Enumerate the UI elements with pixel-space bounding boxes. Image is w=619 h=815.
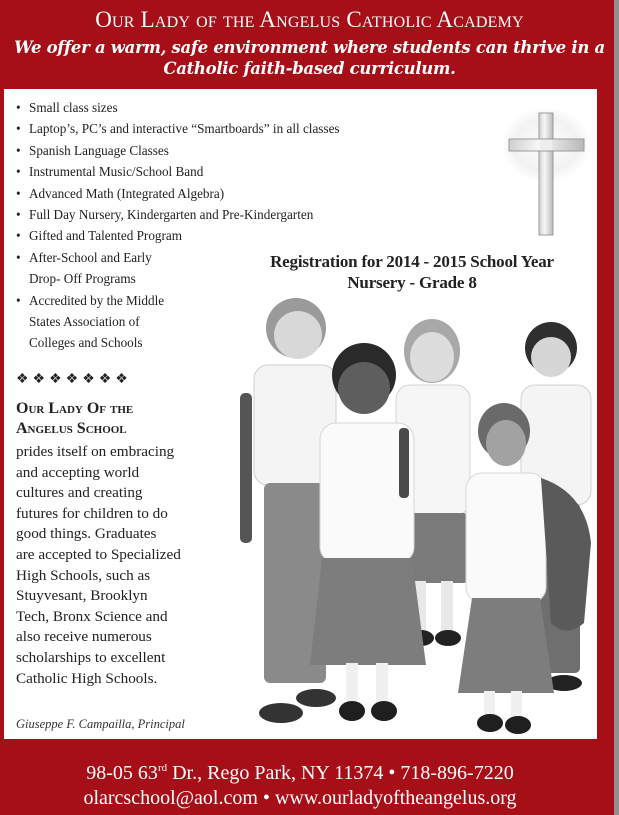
street-suffix: rd	[157, 762, 168, 774]
bullet-icon: •	[16, 100, 21, 115]
feature-text: Advanced Math (Integrated Algebra)	[29, 185, 225, 201]
description-line: also receive numerous	[16, 628, 152, 646]
contact-line	[0, 786, 600, 810]
email-link[interactable]: olarcschool@aol.com	[83, 787, 258, 809]
feature-text: States Association of	[29, 314, 140, 330]
feature-text: Small class sizes	[29, 100, 118, 115]
school-name-line: Angelus School	[16, 420, 127, 437]
description-line: scholarships to excellent	[16, 648, 166, 666]
bullet-icon: •	[16, 292, 21, 308]
feature-text: Drop- Off Programs	[29, 271, 136, 287]
feature-text: Full Day Nursery, Kindergarten and Pre-Kindergarten	[29, 207, 314, 223]
registration-year: Registration for 2014 - 2015 School Year	[270, 252, 554, 271]
description-line: Catholic High Schools.	[16, 669, 158, 687]
principal-signature: Giuseppe F. Campailla, Principal	[16, 717, 185, 731]
frame-right-red	[600, 0, 614, 815]
students-photo	[236, 293, 598, 739]
address-rest: Dr., Rego Park, NY 11374 • 718-896-7220	[167, 762, 514, 784]
feature-item	[16, 140, 340, 161]
cross-icon	[504, 93, 599, 243]
description-line: prides itself on embracing	[16, 443, 175, 460]
bullet-icon: •	[16, 207, 21, 223]
bullet-icon: •	[16, 164, 21, 180]
content-panel	[4, 89, 597, 739]
registration-grades: Nursery - Grade 8	[347, 273, 477, 292]
school-description	[16, 442, 241, 689]
academy-title: Our Lady of the Angelus Catholic Academy	[95, 7, 524, 32]
feature-item	[16, 183, 340, 204]
feature-text: Accredited by the Middle	[29, 292, 165, 308]
address-phone	[0, 756, 600, 785]
bullet-icon: •	[16, 121, 21, 137]
feature-text: After-School and Early	[29, 249, 152, 265]
school-name	[16, 399, 236, 439]
feature-text: Spanish Language Classes	[29, 142, 169, 158]
tagline: We offer a warm, safe environment where students can thrive in a Catholic faith-based curriculum.	[14, 38, 605, 78]
description-line: cultures and creating	[16, 484, 143, 502]
feature-text: Gifted and Talented Program	[29, 228, 183, 244]
frame-right-gray	[614, 0, 619, 815]
school-name-line: Our Lady Of the	[16, 400, 134, 417]
description-line: Stuyvesant, Brooklyn	[16, 587, 148, 605]
feature-item	[16, 161, 340, 182]
bullet-icon: •	[16, 142, 21, 158]
description-line: High Schools, such as	[16, 566, 151, 584]
bullet-icon: •	[16, 185, 21, 201]
footer-banner	[0, 739, 600, 815]
description-line: are accepted to Specialized	[16, 545, 181, 563]
bullet-icon: •	[16, 228, 21, 244]
street-number: 98-05 63	[86, 762, 158, 784]
feature-item	[16, 225, 340, 246]
separator: •	[257, 787, 275, 809]
registration-heading	[232, 251, 592, 293]
description-line: good things. Graduates	[16, 525, 157, 543]
ornament-divider: ❖❖❖❖❖❖❖	[16, 372, 132, 387]
website-link[interactable]: www.ourladyoftheangelus.org	[274, 787, 517, 809]
feature-item	[16, 97, 340, 118]
header-banner	[0, 0, 619, 88]
feature-text: Laptop’s, PC’s and interactive “Smartboards” in all classes	[29, 121, 340, 137]
bullet-icon: •	[16, 249, 21, 265]
description-line: futures for children to do	[16, 504, 168, 522]
feature-item	[16, 118, 340, 139]
feature-text: Instrumental Music/School Band	[29, 164, 204, 180]
feature-item	[16, 204, 340, 225]
feature-text: Colleges and Schools	[29, 335, 143, 351]
description-line: and accepting world	[16, 463, 140, 481]
description-line: Tech, Bronx Science and	[16, 607, 168, 625]
